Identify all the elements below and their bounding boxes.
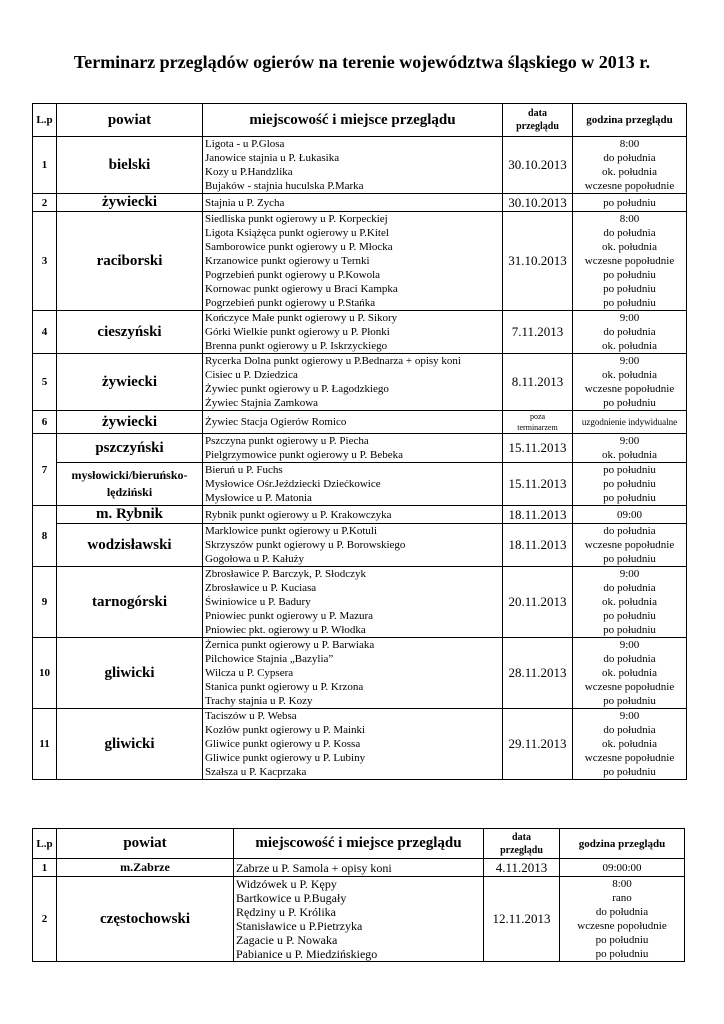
hour-line: ok. południa <box>602 241 657 253</box>
date-cell: 30.10.2013 <box>503 137 573 194</box>
powiat-cell: gliwicki <box>57 709 203 780</box>
place-line: Rycerka Dolna punkt ogierowy u P.Bednarza + opisy koni <box>205 355 461 367</box>
place-line: Pszczyna punkt ogierowy u P. Piecha <box>205 435 369 447</box>
table-row <box>33 434 687 463</box>
lp-cell: 1 <box>33 137 57 194</box>
table-row <box>33 638 687 709</box>
hours-cell <box>573 709 687 780</box>
powiat-cell: gliwicki <box>57 638 203 709</box>
places-cell <box>203 638 503 709</box>
page-title: Terminarz przeglądów ogierów na terenie województwa śląskiego w 2013 r. <box>73 52 651 72</box>
hour-line: po południu <box>603 196 656 209</box>
place-line: Żywiec punkt ogierowy u P. Łagodzkiego <box>205 383 389 395</box>
header-godzina: godzina przeglądu <box>560 829 685 859</box>
hours-cell <box>573 354 687 411</box>
hour-line: 9:00 <box>619 355 640 367</box>
schedule-table-2 <box>32 828 685 962</box>
table-row <box>33 311 687 354</box>
place-line: Ligota Książęca punkt ogierowy u P.Kitel <box>205 227 389 239</box>
lp-cell: 11 <box>33 709 57 780</box>
place-line: Kończyce Małe punkt ogierowy u P. Sikory <box>205 312 398 324</box>
place-line: Żywiec Stajnia Zamkowa <box>205 397 319 409</box>
hour-line: po południu <box>603 553 656 565</box>
hour-line: wczesne popołudnie <box>584 681 675 693</box>
hour-line: 8:00 <box>619 213 640 225</box>
hour-line: wczesne popołudnie <box>584 539 675 551</box>
hours-cell <box>573 567 687 638</box>
header-row <box>33 829 685 859</box>
date-cell: 20.11.2013 <box>503 567 573 638</box>
hour-line: do południa <box>603 582 656 594</box>
lp-cell: 3 <box>33 212 57 311</box>
table-row <box>33 877 685 962</box>
hour-line: wczesne popołudnie <box>584 752 675 764</box>
header-data-line: data <box>512 831 531 843</box>
hour-line: po południu <box>603 397 656 409</box>
places-cell <box>203 567 503 638</box>
hours-cell <box>560 859 685 877</box>
hour-line: 9:00 <box>619 568 640 580</box>
hour-line: ok. południa <box>602 449 657 461</box>
place-line: Gliwice punkt ogierowy u P. Lubiny <box>205 752 366 764</box>
table-row <box>33 567 687 638</box>
table-row <box>33 194 687 212</box>
hours-cell <box>573 463 687 506</box>
places-cell <box>234 877 484 962</box>
place-line: Marklowice punkt ogierowy u P.Kotuli <box>205 525 378 537</box>
place-line: Cisiec u P. Dziedzica <box>205 369 298 381</box>
powiat-cell: żywiecki <box>57 194 203 212</box>
place-line: Wilcza u P. Cypsera <box>205 667 294 679</box>
hour-line: wczesne popołudnie <box>584 180 675 192</box>
places-cell <box>203 137 503 194</box>
place-line: Zbrosławice P. Barczyk, P. Słodczyk <box>205 568 366 580</box>
lp-cell: 7 <box>33 434 57 506</box>
table-row <box>33 354 687 411</box>
lp-cell: 2 <box>33 194 57 212</box>
hour-line: 09:00 <box>616 508 643 521</box>
date-cell: 7.11.2013 <box>503 311 573 354</box>
hour-line: rano <box>612 892 632 904</box>
date-cell: 18.11.2013 <box>503 524 573 567</box>
powiat-cell: częstochowski <box>57 877 234 962</box>
hour-line: ok. południa <box>602 738 657 750</box>
hour-line: 9:00 <box>619 435 640 447</box>
place-line: Stanica punkt ogierowy u P. Krzona <box>205 681 364 693</box>
hour-line: 09:00:00 <box>602 861 642 874</box>
powiat-cell: pszczyński <box>57 434 203 463</box>
hours-cell <box>573 506 687 524</box>
place-line: Rędziny u P. Królika <box>236 905 336 919</box>
powiat-cell: żywiecki <box>57 411 203 434</box>
header-miejsce: miejscowość i miejsce przeglądu <box>234 829 484 859</box>
powiat-cell: tarnogórski <box>57 567 203 638</box>
powiat-cell: mysłowicki/bieruńsko-lędziński <box>57 463 203 506</box>
hour-line: 9:00 <box>619 639 640 651</box>
date-line: terminarzem <box>517 423 558 432</box>
places-cell <box>203 411 503 434</box>
places-cell <box>203 212 503 311</box>
hour-line: do południa <box>595 906 649 918</box>
hour-line: 9:00 <box>619 710 640 722</box>
hour-line: po południu <box>603 492 656 504</box>
place-line: Szałsza u P. Kacprzaka <box>205 766 307 778</box>
place-line: Bartkowice u P.Bugały <box>236 891 347 905</box>
places-cell <box>203 506 503 524</box>
place-line: Brenna punkt ogierowy u P. Iskrzyckiego <box>205 340 388 352</box>
hour-line: po południu <box>603 695 656 707</box>
place-line: Kozłów punkt ogierowy u P. Mainki <box>205 724 366 736</box>
hour-line: po południu <box>595 934 649 946</box>
place-line: Gogołowa u P. Kałuży <box>205 553 304 565</box>
place-line: Pogrzebień punkt ogierowy u P.Kowola <box>205 269 381 281</box>
hour-line: do południa <box>603 653 656 665</box>
schedule-table-1 <box>32 103 687 780</box>
place-line: Widzówek u P. Kępy <box>236 877 337 891</box>
places-cell <box>203 524 503 567</box>
header-data <box>503 104 573 137</box>
place-line: Pabianice u P. Miedzińskiego <box>236 947 378 961</box>
date-cell: 18.11.2013 <box>503 506 573 524</box>
date-cell: 31.10.2013 <box>503 212 573 311</box>
place-line: Kornowac punkt ogierowy u Braci Kampka <box>205 283 398 295</box>
place-line: Bieruń u P. Fuchs <box>205 464 283 476</box>
places-cell <box>203 709 503 780</box>
lp-cell: 6 <box>33 411 57 434</box>
place-line: Samborowice punkt ogierowy u P. Młocka <box>205 241 393 253</box>
hour-line: po południu <box>603 766 656 778</box>
date-line: poza <box>529 412 546 421</box>
hour-line: do południa <box>603 152 656 164</box>
hour-line: wczesne popołudnie <box>584 383 675 395</box>
place-line: Żywiec Stacja Ogierów Romico <box>205 416 347 428</box>
header-data-line: data <box>528 108 547 119</box>
place-line: Żernica punkt ogierowy u P. Barwiaka <box>205 639 375 651</box>
place-line: Górki Wielkie punkt ogierowy u P. Płonki <box>205 326 390 338</box>
hour-line: ok. południa <box>602 596 657 608</box>
lp-cell: 5 <box>33 354 57 411</box>
table-row <box>33 524 687 567</box>
lp-cell: 8 <box>33 506 57 567</box>
hours-cell <box>573 434 687 463</box>
places-cell <box>203 354 503 411</box>
hour-line: po południu <box>603 624 656 636</box>
place-line: Janowice stajnia u P. Łukasika <box>205 152 340 164</box>
hour-line: uzgodnienie indywidualne <box>581 417 678 427</box>
place-line: Kozy u P.Handzlika <box>205 166 293 178</box>
hours-cell <box>573 194 687 212</box>
table-row <box>33 463 687 506</box>
header-powiat: powiat <box>57 104 203 137</box>
place-line: Pilchowice Stajnia „Bazylia” <box>205 653 334 665</box>
place-line: Krzanowice punkt ogierowy u Ternki <box>205 255 370 267</box>
date-cell: 8.11.2013 <box>503 354 573 411</box>
hours-cell <box>573 212 687 311</box>
powiat-cell: żywiecki <box>57 354 203 411</box>
table-row <box>33 137 687 194</box>
powiat-cell: bielski <box>57 137 203 194</box>
hour-line: ok. południa <box>602 667 657 679</box>
hour-line: wczesne popołudnie <box>577 920 667 932</box>
date-cell: 15.11.2013 <box>503 463 573 506</box>
table-row <box>33 212 687 311</box>
place-line: Bujaków - stajnia huculska P.Marka <box>205 180 364 192</box>
date-cell: 4.11.2013 <box>484 859 560 877</box>
hour-line: po południu <box>603 478 656 490</box>
header-data-line: przeglądu <box>500 844 543 856</box>
hour-line: do południa <box>603 724 656 736</box>
place-line: Trachy stajnia u P. Kozy <box>205 695 313 707</box>
place-line: Stanisławice u P.Pietrzyka <box>236 919 363 933</box>
place-line: Pogrzebień punkt ogierowy u P.Stańka <box>205 297 376 309</box>
date-cell <box>503 411 573 434</box>
hour-line: 8:00 <box>612 878 632 890</box>
places-cell <box>203 194 503 212</box>
table-row <box>33 859 685 877</box>
powiat-cell: wodzisławski <box>57 524 203 567</box>
hour-line: po południu <box>595 948 649 960</box>
hour-line: do południa <box>603 326 656 338</box>
hours-cell <box>560 877 685 962</box>
place-line: Ligota - u P.Glosa <box>205 138 285 150</box>
hour-line: 9:00 <box>619 312 640 324</box>
place-line: Świniowice u P. Badury <box>205 596 311 608</box>
hour-line: do południa <box>603 227 656 239</box>
lp-cell: 2 <box>33 877 57 962</box>
powiat-cell: raciborski <box>57 212 203 311</box>
powiat-cell: m.Zabrze <box>57 859 234 877</box>
hour-line: wczesne popołudnie <box>584 255 675 267</box>
place-line: Stajnia u P. Zycha <box>205 196 285 209</box>
date-cell: 15.11.2013 <box>503 434 573 463</box>
header-data-line: przeglądu <box>516 121 559 132</box>
hours-cell <box>573 638 687 709</box>
hours-cell <box>573 524 687 567</box>
table-row <box>33 709 687 780</box>
hours-cell <box>573 411 687 434</box>
place-line: Taciszów u P. Websa <box>205 710 297 722</box>
hour-line: do południa <box>603 525 656 537</box>
place-line: Skrzyszów punkt ogierowy u P. Borowskiego <box>205 539 406 551</box>
place-line: Zagacie u P. Nowaka <box>236 933 338 947</box>
header-data <box>484 829 560 859</box>
hour-line: ok. południa <box>602 340 657 352</box>
place-line: Pniowiec pkt. ogierowy u P. Włodka <box>205 624 366 636</box>
lp-cell: 9 <box>33 567 57 638</box>
header-row <box>33 104 687 137</box>
place-line: Pielgrzymowice punkt ogierowy u P. Bebeka <box>205 449 403 461</box>
date-cell: 28.11.2013 <box>503 638 573 709</box>
header-powiat: powiat <box>57 829 234 859</box>
places-cell <box>203 311 503 354</box>
date-cell: 29.11.2013 <box>503 709 573 780</box>
places-cell <box>203 463 503 506</box>
hour-line: 8:00 <box>619 138 640 150</box>
hour-line: ok. południa <box>602 369 657 381</box>
powiat-cell: m. Rybnik <box>57 506 203 524</box>
place-line: Gliwice punkt ogierowy u P. Kossa <box>205 738 361 750</box>
header-lp: L.p <box>33 104 57 137</box>
place-line: Zbrosławice u P. Kuciasa <box>205 582 317 594</box>
hour-line: po południu <box>603 610 656 622</box>
hours-cell <box>573 137 687 194</box>
lp-cell: 10 <box>33 638 57 709</box>
lp-cell: 4 <box>33 311 57 354</box>
places-cell <box>234 859 484 877</box>
place-line: Pniowiec punkt ogierowy u P. Mazura <box>205 610 374 622</box>
lp-cell: 1 <box>33 859 57 877</box>
date-cell: 30.10.2013 <box>503 194 573 212</box>
place-line: Mysłowice u P. Matonia <box>205 492 312 504</box>
table-row <box>33 506 687 524</box>
place-line: Siedliska punkt ogierowy u P. Korpeckiej <box>205 213 388 225</box>
places-cell <box>203 434 503 463</box>
header-miejsce: miejscowość i miejsce przeglądu <box>203 104 503 137</box>
table-row <box>33 411 687 434</box>
hour-line: ok. południa <box>602 166 657 178</box>
place-line: Mysłowice Ośr.Jeździecki Dziećkowice <box>205 478 381 490</box>
place-line: Rybnik punkt ogierowy u P. Krakowczyka <box>205 508 392 521</box>
header-lp: L.p <box>33 829 57 859</box>
hour-line: po południu <box>603 283 656 295</box>
hour-line: po południu <box>603 269 656 281</box>
place-line: Zabrze u P. Samola + opisy koni <box>236 860 392 875</box>
powiat-cell: cieszyński <box>57 311 203 354</box>
hour-line: po południu <box>603 464 656 476</box>
hours-cell <box>573 311 687 354</box>
hour-line: po południu <box>603 297 656 309</box>
date-cell: 12.11.2013 <box>484 877 560 962</box>
header-godzina: godzina przeglądu <box>573 104 687 137</box>
